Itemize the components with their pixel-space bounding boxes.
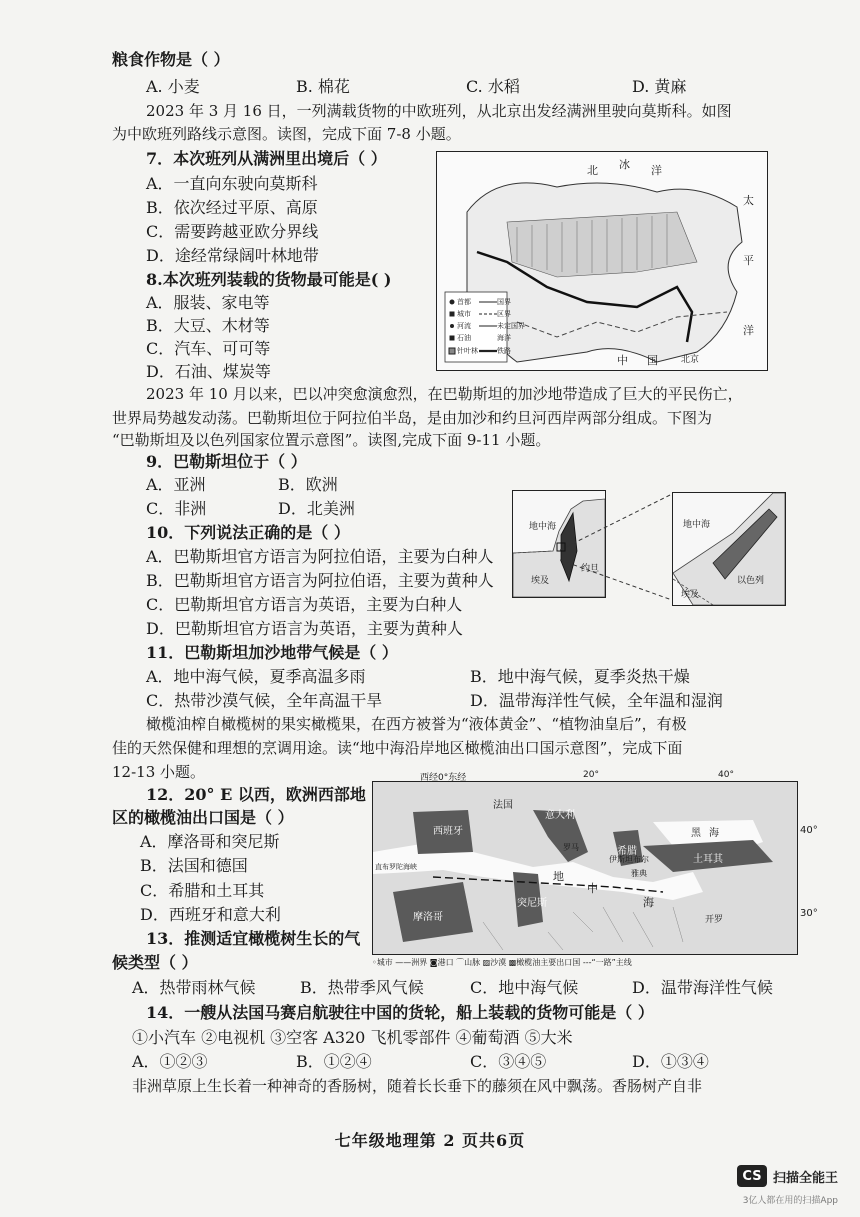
q8-stem: 8.本次班列装载的货物最可能是( ) <box>146 270 392 289</box>
label-black: 黑 <box>691 828 701 839</box>
q8-option-c: C．汽车、可可等 <box>146 339 271 358</box>
map2-left-label-egypt: 埃及 <box>531 576 550 586</box>
label-gibraltar: 直布罗陀海峡 <box>375 863 417 871</box>
country-label-turkey: 土耳其 <box>693 854 723 865</box>
legend-capital: 首都 <box>457 298 471 306</box>
q10-stem: 10．下列说法正确的是（ ） <box>146 523 350 542</box>
map1-label-guo: 国 <box>647 354 658 367</box>
label-istanbul: 伊斯坦布尔 <box>609 855 649 864</box>
intro-9-11-line-1: 2023 年 10 月以来，巴以冲突愈演愈烈，在巴勒斯坦的加沙地带造成了巨大的平民伤亡， <box>146 385 743 403</box>
map3-top-label-40: 40° <box>718 770 734 780</box>
country-label-morocco: 摩洛哥 <box>413 912 443 923</box>
china-europe-railway-map <box>436 151 768 371</box>
q6-stem: 粮食作物是（ ） <box>112 50 230 69</box>
q9-option-a: A．亚洲 <box>146 475 206 494</box>
q11-option-c: C．热带沙漠气候，全年高温干旱 <box>146 691 383 710</box>
q12-option-d: D．西班牙和意大利 <box>140 905 281 924</box>
legend-ocean: 海洋 <box>497 334 511 342</box>
map3-side-label-30: 30° <box>800 908 818 919</box>
intro-15: 非洲草原上生长着一种神奇的香肠树，随着长长垂下的藤须在风中飘荡。香肠树产自非 <box>132 1077 703 1095</box>
intro-7-8-line-1: 2023 年 3 月 16 日，一列满载货物的中欧班列，从北京出发经满洲里驶向莫斯科。如图 <box>146 102 732 120</box>
railway-map-drawing <box>437 152 767 370</box>
q11-option-a: A．地中海气候，夏季高温多雨 <box>146 667 366 686</box>
q7-option-b: B．依次经过平原、高原 <box>146 198 318 217</box>
page-footer: 七年级地理第 2 页共6页 <box>334 1131 526 1150</box>
intro-12-13-line-2: 佳的天然保健和理想的烹调用途。读“地中海沿岸地区橄榄油出口国示意图”，完成下面 <box>112 739 683 757</box>
q11-option-d: D．温带海洋性气候，全年温和湿润 <box>470 691 723 710</box>
q13-option-b: B．热带季风气候 <box>300 978 424 997</box>
olive-oil-map-drawing <box>373 782 797 954</box>
q14-stem: 14．一艘从法国马赛启航驶往中国的货轮，船上装载的货物可能是（ ） <box>146 1003 654 1022</box>
q9-option-b: B．欧洲 <box>278 475 338 494</box>
camscanner-logo-icon: CS <box>737 1165 767 1187</box>
intro-9-11-line-3: “巴勒斯坦及以色列国家位置示意图”。读图,完成下面 9-11 小题。 <box>112 431 551 449</box>
label-cairo: 开罗 <box>705 915 724 925</box>
legend-region-border: 区界 <box>497 310 511 318</box>
q12-stem-line-2: 区的橄榄油出口国是（ ） <box>112 808 294 827</box>
mediterranean-olive-oil-map <box>372 781 798 955</box>
map3-top-label-20: 20° <box>583 770 599 780</box>
gaza-zoom-map <box>672 492 786 606</box>
label-rome: 罗马 <box>563 843 579 852</box>
map2-right-label-israel: 以色列 <box>737 576 765 586</box>
q12-option-a: A．摩洛哥和突尼斯 <box>140 832 280 851</box>
q8-option-a: A．服装、家电等 <box>146 293 270 312</box>
q14-option-b: B．①②④ <box>296 1052 372 1071</box>
q7-option-d: D．途经常绿阔叶林地带 <box>146 246 319 265</box>
legend-river: 河流 <box>457 322 471 330</box>
q10-option-a: A．巴勒斯坦官方语言为阿拉伯语，主要为白种人 <box>146 547 494 566</box>
map1-label-bing: 冰 <box>619 158 630 171</box>
q13-option-a: A．热带雨林气候 <box>132 978 256 997</box>
q7-option-a: A．一直向东驶向莫斯科 <box>146 174 318 193</box>
label-zhong: 中 <box>587 882 598 895</box>
q9-option-c: C．非洲 <box>146 499 207 518</box>
q11-stem: 11．巴勒斯坦加沙地带气候是（ ） <box>146 643 398 662</box>
q9-stem: 9．巴勒斯坦位于（ ） <box>146 452 307 471</box>
q10-option-c: C．巴勒斯坦官方语言为英语，主要为白种人 <box>146 595 463 614</box>
label-athens: 雅典 <box>631 869 647 878</box>
legend-border: 国界 <box>497 298 511 306</box>
country-label-tunisia: 突尼斯 <box>517 898 547 909</box>
intro-12-13-line-3: 12-13 小题。 <box>112 763 206 781</box>
q11-option-b: B．地中海气候，夏季炎热干燥 <box>470 667 690 686</box>
legend-oil: 石油 <box>457 334 471 342</box>
legend-conifer: 针叶林 <box>457 347 478 355</box>
q7-option-c: C．需要跨越亚欧分界线 <box>146 222 319 241</box>
map3-top-label-0: 西经0°东经 <box>420 773 467 783</box>
map1-label-zhong: 中 <box>617 354 628 367</box>
map3-side-label-40: 40° <box>800 825 818 836</box>
intro-9-11-line-2: 世界局势越发动荡。巴勒斯坦位于阿拉伯半岛，是由加沙和约旦河西岸两部分组成。下图为 <box>112 409 713 427</box>
country-label-italy: 意大利 <box>545 810 575 821</box>
q13-option-d: D．温带海洋性气候 <box>632 978 773 997</box>
country-label-greece: 希腊 <box>617 846 637 857</box>
q9-option-d: D．北美洲 <box>278 499 355 518</box>
map1-label-yang2: 洋 <box>743 324 754 337</box>
map1-label-tai: 太 <box>743 194 754 207</box>
q12-option-c: C．希腊和土耳其 <box>140 881 265 900</box>
label-di: 地 <box>553 870 564 883</box>
q6-option-a: A. 小麦 <box>146 77 200 96</box>
scanner-watermark <box>737 1165 838 1187</box>
q7-stem: 7．本次班列从满洲里出境后（ ） <box>146 149 387 168</box>
legend-railway: 铁路 <box>497 347 511 355</box>
q13-option-c: C．地中海气候 <box>470 978 579 997</box>
map2-right-label-mediterranean: 地中海 <box>683 520 711 530</box>
q12-stem-line-1: 12．20° E 以西，欧洲西部地 <box>146 785 366 804</box>
label-hai: 海 <box>643 896 654 909</box>
q14-option-c: C．③④⑤ <box>470 1052 547 1071</box>
q12-option-b: B．法国和德国 <box>140 856 248 875</box>
q14-option-d: D．①③④ <box>632 1052 709 1071</box>
legend-city: 城市 <box>457 310 471 318</box>
q8-option-b: B．大豆、木材等 <box>146 316 270 335</box>
map2-left-label-mediterranean: 地中海 <box>529 522 557 532</box>
label-sea: 海 <box>709 828 719 839</box>
q10-option-d: D．巴勒斯坦官方语言为英语，主要为黄种人 <box>146 619 463 638</box>
map1-label-bei: 北 <box>587 164 598 177</box>
intro-12-13-line-1: 橄榄油榨自橄榄树的果实橄榄果，在西方被誉为“液体黄金”、“植物油皇后”，有极 <box>146 715 687 733</box>
q13-stem-line-2: 候类型（ ） <box>112 953 198 972</box>
map1-label-yang: 洋 <box>651 164 662 177</box>
q6-option-c: C. 水稻 <box>466 77 520 96</box>
map1-label-beijing: 北京 <box>681 355 700 365</box>
legend-undefined-border: 未定国界 <box>497 322 525 330</box>
watermark-title: 扫描全能王 <box>772 1170 838 1186</box>
country-label-spain: 西班牙 <box>433 826 463 837</box>
q6-option-b: B. 棉花 <box>296 77 350 96</box>
map3-legend: ◦城市 ——洲界 ◙港口 ⌒山脉 ▨沙漠 ▩橄榄油主要出口国 ---“一路”主线 <box>372 958 632 967</box>
q14-option-a: A．①②③ <box>132 1052 208 1071</box>
q10-option-b: B．巴勒斯坦官方语言为阿拉伯语，主要为黄种人 <box>146 571 494 590</box>
map1-label-ping: 平 <box>743 254 754 267</box>
q13-stem-line-1: 13．推测适宜橄榄树生长的气 <box>146 929 361 948</box>
q6-option-d: D. 黄麻 <box>632 77 687 96</box>
map2-right-label-egypt: 埃及 <box>681 590 700 600</box>
map2-left-label-jordan: 约旦 <box>581 564 600 574</box>
intro-7-8-line-2: 为中欧班列路线示意图。读图，完成下面 7-8 小题。 <box>112 125 461 143</box>
q8-option-d: D．石油、煤炭等 <box>146 362 271 381</box>
country-label-france: 法国 <box>493 800 513 811</box>
zoom-connector-lines <box>560 488 680 608</box>
watermark-subtitle: 3亿人都在用的扫描App <box>742 1196 838 1206</box>
q14-items: ①小汽车 ②电视机 ③空客 A320 飞机零部件 ④葡萄酒 ⑤大米 <box>132 1028 573 1047</box>
